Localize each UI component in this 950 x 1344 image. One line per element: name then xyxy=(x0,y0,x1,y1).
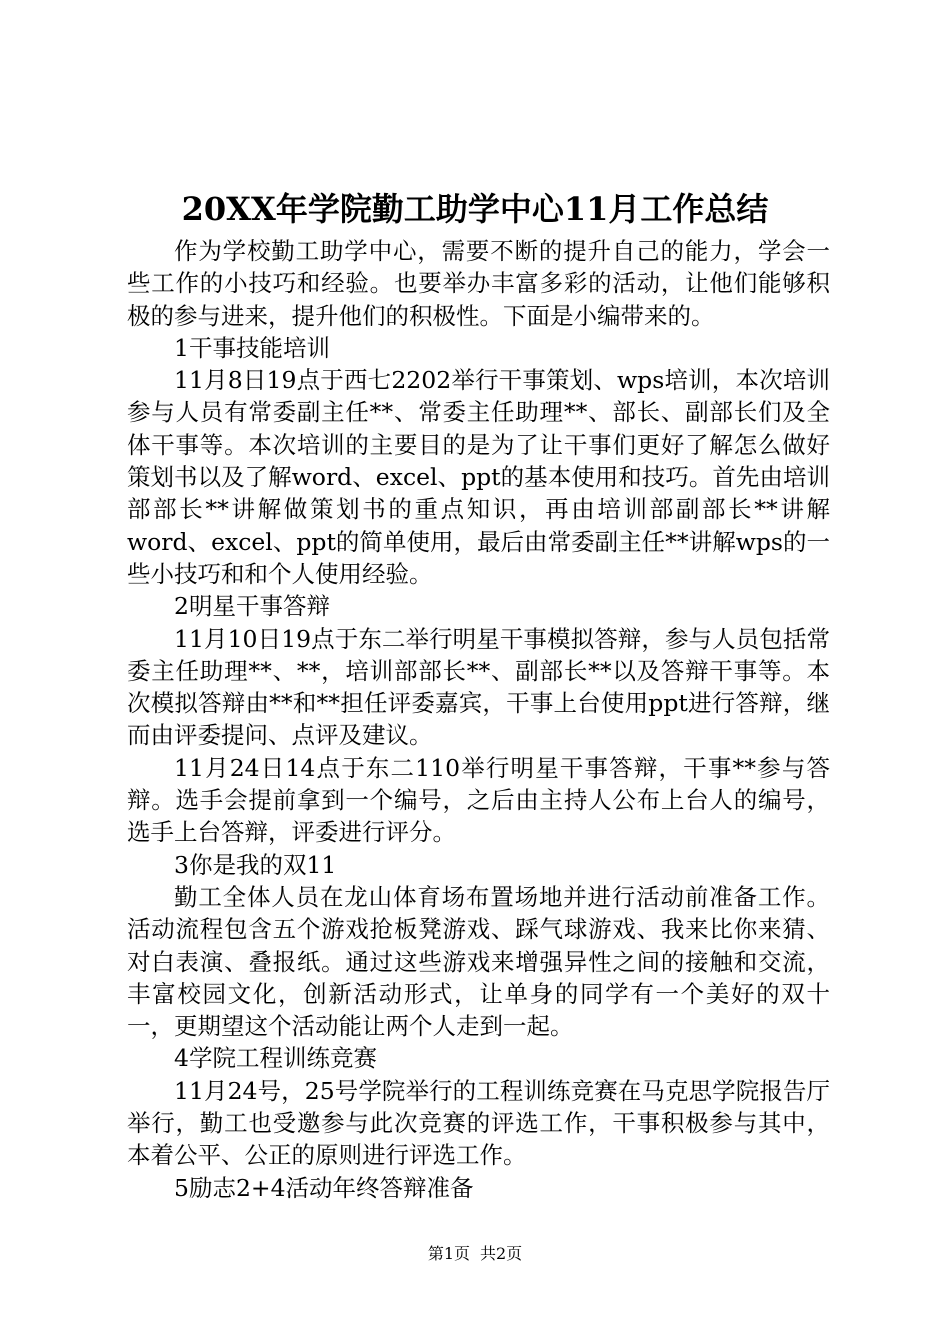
intro-paragraph: 作为学校勤工助学中心，需要不断的提升自己的能力，学会一些工作的小技巧和经验。也要举办丰富多彩的活动，让他们能够积极的参与进来，提升他们的积极性。下面是小编带来的。 xyxy=(127,237,830,330)
body-paragraph: 11月24日14点于东二110举行明星干事答辩，干事**参与答辩。选手会提前拿到一个编号，之后由主持人公布上台人的编号，选手上台答辩，评委进行评分。 xyxy=(127,753,830,847)
section-heading: 4学院工程训练竞赛 xyxy=(174,1044,377,1073)
page-total: 共2页 xyxy=(480,1244,523,1263)
body-paragraph: 11月24号，25号学院举行的工程训练竞赛在马克思学院报告厅举行，勤工也受邀参与此次竞赛的评选工作，干事积极参与其中，本着公平、公正的原则进行评选工作。 xyxy=(127,1076,830,1170)
section-heading: 1干事技能培训 xyxy=(174,333,330,362)
document-body xyxy=(127,235,830,1204)
section-heading: 5励志2+4活动年终答辩准备 xyxy=(174,1173,474,1202)
section-heading: 2明星干事答辩 xyxy=(174,592,330,621)
body-paragraph: 11月8日19点于西七2202举行干事策划、wps培训，本次培训参与人员有常委副主任**、常委主任助理**、部长、副部长们及全体干事等。本次培训的主要目的是为了让干事们更好了解怎么做好策划书以及了解word、excel、ppt的基本使用和技巧。首先由培训部部长**讲解做策划书的重点知识，再由培训部副部长**讲解word、excel、ppt的简单使用，最后由常委副主任**讲解wps的一些小技巧和和个人使用经验。 xyxy=(127,366,830,588)
section-heading: 3你是我的双11 xyxy=(174,850,337,879)
page-footer xyxy=(0,1243,950,1265)
document-title: 20XX年学院勤工助学中心11月工作总结 xyxy=(181,190,769,228)
body-paragraph: 勤工全体人员在龙山体育场布置场地并进行活动前准备工作。活动流程包含五个游戏抢板凳游戏、踩气球游戏、我来比你来猜、对白表演、叠报纸。通过这些游戏来增强异性之间的接触和交流，丰富校园文化，创新活动形式，让单身的同学有一个美好的双十一，更期望这个活动能让两个人走到一起。 xyxy=(127,882,830,1041)
body-paragraph: 11月10日19点于东二举行明星干事模拟答辩，参与人员包括常委主任助理**、**，培训部部长**、副部长**以及答辩干事等。本次模拟答辩由**和**担任评委嘉宾，干事上台使用ppt进行答辩，继而由评委提问、点评及建议。 xyxy=(127,624,830,750)
page-number: 第1页 xyxy=(427,1244,470,1263)
